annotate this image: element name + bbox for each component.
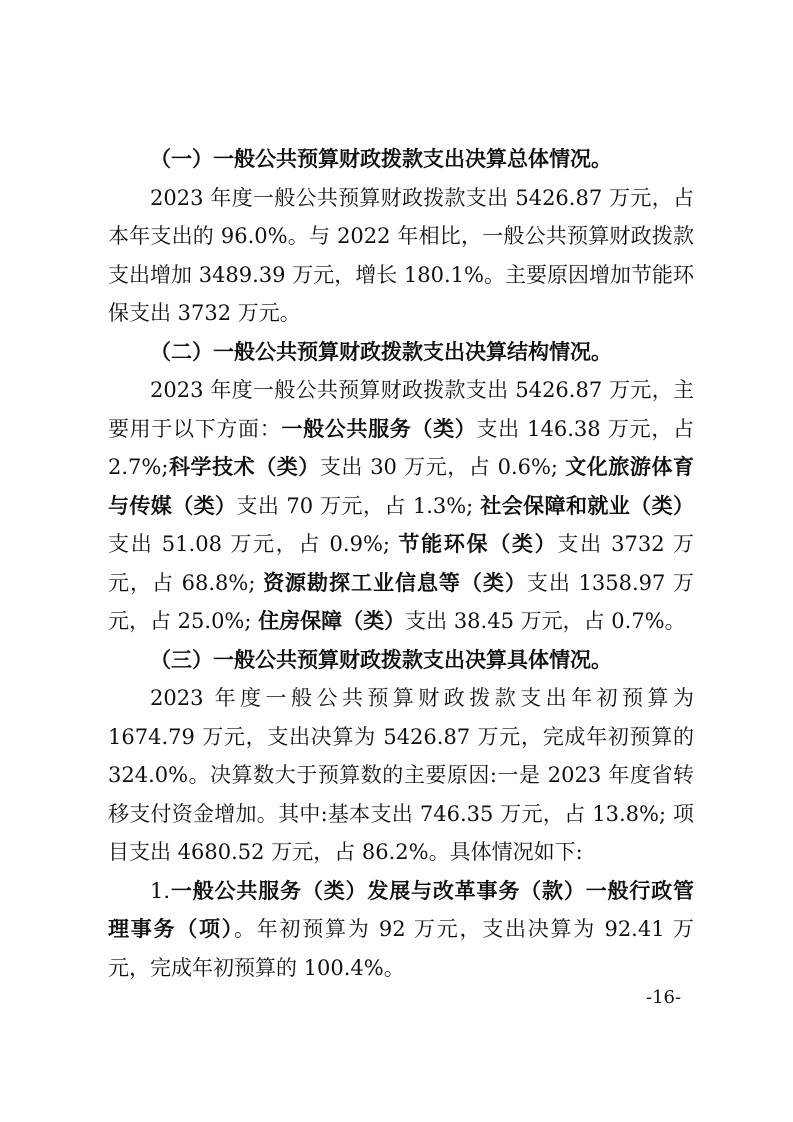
category-name: 住房保障（类）: [258, 608, 406, 633]
section-1-heading: （一）一般公共预算财政拨款支出决算总体情况。: [150, 146, 612, 171]
category-amount: 支出 1358.97 万元，占 25.0%;: [108, 570, 695, 633]
section-3-item-1: [108, 872, 694, 988]
item-title: 一般公共服务（类）发展与改革事务（款）一般行政管理事务（项）: [108, 877, 694, 941]
section-3-body: 2023 年度一般公共预算财政拨款支出年初预算为 1674.79 万元，支出决算为 5426.87 万元，完成年初预算的 324.0%。决算数大于预算数的主要原因:一是 2023 年度省转移支付资金增加。其中:基本支出 746.35 万元，占 13.8%; 项目支出 4680.52 万元，占 86.2%。具体情况如下:: [108, 686, 694, 864]
category-name: 一般公共服务（类）: [281, 415, 477, 441]
category-amount: 支出 30 万元，占 0.6%;: [319, 455, 566, 479]
category-name: 社会保障和就业（类）: [480, 492, 694, 518]
section-2-body: [108, 371, 694, 641]
item-text: 。年初预算为 92 万元，支出决算为 92.41 万元，完成年初预算的 100.4%。: [108, 917, 695, 980]
section-1-body: 2023 年度一般公共预算财政拨款支出 5426.87 万元，占本年支出的 96.0%。与 2022 年相比，一般公共预算财政拨款支出增加 3489.39 万元，增长 180.1%。主要原因增加节能环保支出 3732 万元。: [108, 185, 694, 325]
category-name: 科学技术（类）: [168, 454, 320, 479]
category-amount: 支出 38.45 万元，占 0.7%。: [405, 609, 686, 633]
category-amount: 支出 51.08 万元，占 0.9%;: [108, 532, 399, 556]
section-2-heading: （二）一般公共预算财政拨款支出决算结构情况。: [150, 338, 612, 364]
page-number: -16-: [646, 987, 682, 1008]
category-name: 资源勘探工业信息等（类）: [263, 569, 527, 595]
category-name: 文化旅游体育与传媒（类）: [108, 454, 694, 518]
category-name: 节能环保（类）: [398, 531, 558, 556]
category-amount: 支出 70 万元，占 1.3%;: [236, 493, 481, 518]
section-3-heading: （三）一般公共预算财政拨款支出决算具体情况。: [150, 646, 612, 672]
item-number: 1.: [150, 878, 171, 903]
document-body: [108, 140, 694, 987]
category-amount: 支出 146.38 万元，占 2.7%;: [108, 416, 694, 479]
section-2-intro: 2023 年度一般公共预算财政拨款支出 5426.87 万元，主要用于以下方面：: [108, 378, 694, 441]
category-amount: 支出 3732 万元，占 68.8%;: [108, 532, 695, 595]
